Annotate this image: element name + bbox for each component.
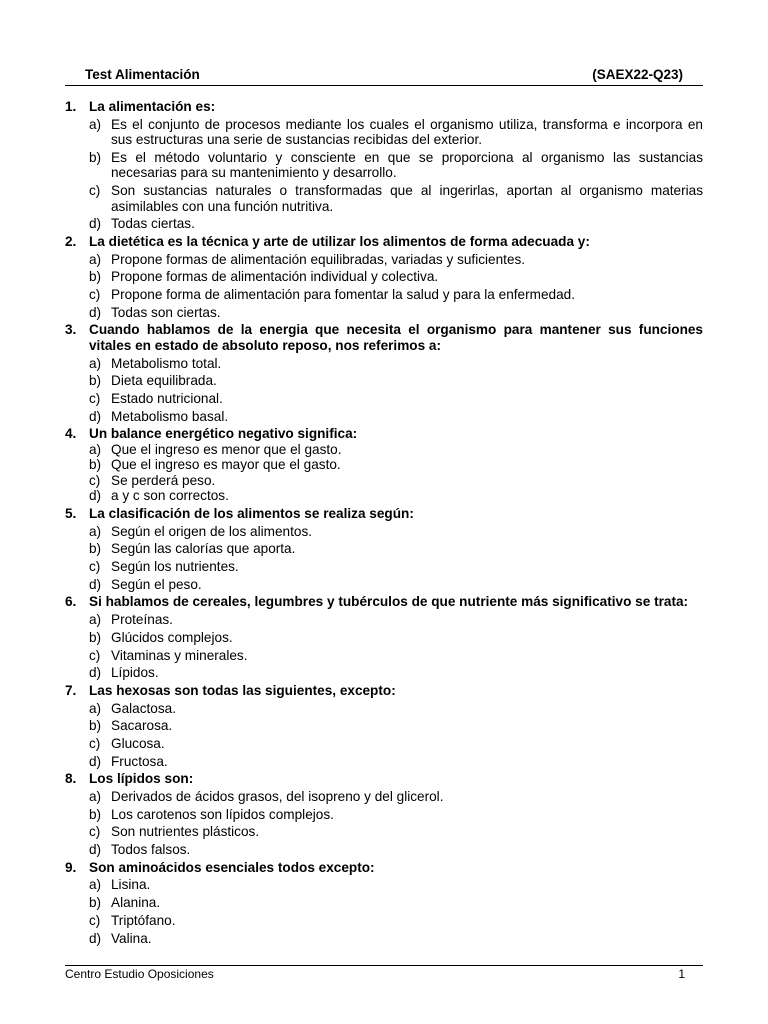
question-2: [65, 234, 703, 250]
option-letter: c): [89, 472, 101, 488]
option-text: Propone formas de alimentación equilibradas, variadas y suficientes.: [111, 251, 526, 267]
option-text: Glúcidos complejos.: [111, 629, 233, 645]
question-5-option-b: [65, 541, 703, 557]
option-text: Metabolismo total.: [111, 355, 222, 371]
option-letter: c): [89, 287, 101, 302]
question-2-option-a: [65, 252, 703, 268]
question-6-option-a: [65, 612, 703, 628]
question-8: [65, 771, 703, 787]
option-text: Según el peso.: [111, 576, 202, 592]
option-letter: b): [89, 457, 102, 473]
option-text: Propone formas de alimentación individual y colectiva.: [111, 269, 439, 285]
option-text: Alanina.: [111, 895, 161, 911]
option-text: Se perderá peso.: [111, 472, 216, 488]
option-text: Lípidos.: [111, 665, 159, 681]
question-text: Cuando hablamos de la energia que necesita el organismo para mantener sus funciones vitales en estado de absoluto reposo, nos referimos a:: [89, 322, 703, 353]
option-letter: d): [89, 753, 102, 769]
document-title: Test Alimentación: [85, 67, 200, 82]
question-number: 3.: [65, 322, 77, 338]
option-text: Lisina.: [111, 877, 151, 893]
option-text: Estado nutricional.: [111, 390, 223, 406]
option-text: Según el origen de los alimentos.: [111, 523, 313, 539]
question-9-option-b: [65, 895, 703, 911]
question-number: 5.: [65, 506, 77, 521]
question-7-option-d: [65, 754, 703, 770]
option-letter: a): [89, 116, 102, 132]
question-2-option-d: [65, 305, 703, 321]
option-text: Dieta equilibrada.: [111, 373, 217, 389]
option-text: Sacarosa.: [111, 718, 173, 734]
option-text: Son nutrientes plásticos.: [111, 824, 260, 840]
question-number: 1.: [65, 99, 77, 114]
question-number: 6.: [65, 594, 77, 610]
option-letter: a): [89, 612, 102, 628]
question-8-option-b: [65, 807, 703, 823]
option-text: Todas ciertas.: [111, 216, 195, 232]
option-text: Galactosa.: [111, 700, 176, 716]
page-footer: [65, 965, 703, 981]
question-7-option-a: [65, 701, 703, 717]
question-5-option-d: [65, 577, 703, 593]
option-letter: d): [89, 842, 102, 858]
question-text: La dietética es la técnica y arte de utilizar los alimentos de forma adecuada y:: [89, 233, 590, 249]
question-6-option-d: [65, 665, 703, 681]
option-text: Son sustancias naturales o transformadas que al ingerirlas, aportan al organismo materias asimilables con una función nutritiva.: [111, 183, 703, 214]
option-letter: b): [89, 541, 102, 557]
option-text: Vitaminas y minerales.: [111, 647, 248, 663]
option-text: a y c son correctos.: [111, 488, 229, 504]
question-7-option-c: [65, 736, 703, 752]
question-text: La alimentación es:: [89, 99, 216, 114]
option-text: Metabolismo basal.: [111, 408, 229, 424]
option-text: Según los nutrientes.: [111, 559, 239, 575]
question-9-option-d: [65, 931, 703, 947]
option-letter: c): [89, 824, 101, 840]
option-letter: b): [89, 806, 102, 822]
question-5-option-c: [65, 559, 703, 575]
question-number: 2.: [65, 233, 77, 249]
option-letter: d): [89, 408, 102, 424]
question-text: Son aminoácidos esenciales todos excepto:: [89, 859, 375, 875]
question-2-option-c: [65, 287, 703, 303]
question-7: [65, 683, 703, 699]
option-letter: b): [89, 718, 102, 734]
option-text: Todas son ciertas.: [111, 304, 221, 320]
question-6: [65, 594, 703, 610]
option-letter: c): [89, 390, 101, 406]
option-letter: d): [89, 216, 102, 232]
option-text: Fructosa.: [111, 753, 168, 769]
option-text: Triptófano.: [111, 912, 176, 928]
question-8-option-c: [65, 824, 703, 840]
question-number: 4.: [65, 426, 77, 442]
option-letter: a): [89, 789, 102, 804]
option-text: Es el método voluntario y consciente en que se proporciona al organismo las sustancias necesarias para su mantenimiento y desarrollo.: [111, 149, 703, 181]
option-text: Glucosa.: [111, 735, 165, 751]
question-1-option-a: [65, 117, 703, 148]
question-7-option-b: [65, 718, 703, 734]
question-3-option-a: [65, 356, 703, 372]
question-text: Un balance energético negativo significa:: [89, 426, 358, 442]
option-letter: a): [89, 700, 102, 716]
question-text: La clasificación de los alimentos se realiza según:: [89, 506, 414, 521]
option-letter: a): [89, 523, 102, 539]
question-3-option-c: [65, 391, 703, 407]
question-5-option-a: [65, 524, 703, 540]
option-letter: d): [89, 304, 102, 320]
question-3-option-d: [65, 409, 703, 425]
option-letter: a): [89, 251, 102, 267]
question-4-option-b: [65, 457, 703, 473]
option-letter: d): [89, 665, 102, 681]
option-letter: b): [89, 149, 102, 165]
question-4-option-c: [65, 473, 703, 489]
option-letter: c): [89, 647, 101, 663]
question-1-option-c: [65, 183, 703, 214]
option-letter: a): [89, 355, 102, 371]
option-text: Que el ingreso es menor que el gasto.: [111, 441, 342, 457]
option-text: Según las calorías que aporta.: [111, 541, 296, 557]
option-letter: c): [89, 912, 101, 928]
question-3: [65, 322, 703, 353]
option-letter: b): [89, 895, 102, 911]
option-text: Proteínas.: [111, 612, 173, 628]
question-1-option-d: [65, 216, 703, 232]
option-letter: a): [89, 441, 102, 457]
question-text: Si hablamos de cereales, legumbres y tubérculos de que nutriente más significativo se trata:: [89, 594, 689, 610]
question-4-option-a: [65, 442, 703, 458]
option-text: Valina.: [111, 930, 152, 946]
question-4-option-d: [65, 488, 703, 504]
question-5: [65, 506, 703, 522]
option-letter: c): [89, 183, 101, 199]
question-8-option-d: [65, 842, 703, 858]
option-letter: c): [89, 559, 101, 575]
option-letter: d): [89, 930, 102, 946]
option-text: Los carotenos son lípidos complejos.: [111, 806, 334, 822]
question-number: 8.: [65, 771, 77, 787]
question-1: [65, 99, 703, 115]
question-4-options: [65, 442, 703, 504]
option-letter: b): [89, 269, 102, 285]
footer-center-name: Centro Estudio Oposiciones: [65, 967, 214, 981]
option-text: Es el conjunto de procesos mediante los cuales el organismo utiliza, transforma e incorpora en sus estructuras una serie de sustancias recibidas del exterior.: [111, 116, 703, 148]
question-9-option-a: [65, 877, 703, 893]
option-text: Que el ingreso es mayor que el gasto.: [111, 457, 341, 473]
option-letter: c): [89, 735, 101, 751]
option-letter: a): [89, 877, 102, 893]
question-8-option-a: [65, 789, 703, 805]
question-9-option-c: [65, 913, 703, 929]
question-4: [65, 426, 703, 442]
page-header: [65, 67, 703, 86]
option-text: Propone forma de alimentación para fomentar la salud y para la enfermedad.: [111, 287, 575, 302]
question-9: [65, 860, 703, 876]
question-3-option-b: [65, 373, 703, 389]
question-text: Las hexosas son todas las siguientes, excepto:: [89, 682, 396, 698]
option-letter: b): [89, 373, 102, 389]
option-text: Todos falsos.: [111, 842, 191, 858]
question-2-option-b: [65, 269, 703, 285]
question-number: 7.: [65, 682, 77, 698]
question-number: 9.: [65, 859, 77, 875]
question-list: [65, 99, 703, 946]
page-number: 1: [678, 967, 685, 981]
question-text: Los lípidos son:: [89, 771, 194, 787]
option-letter: b): [89, 629, 102, 645]
document-code: (SAEX22-Q23): [592, 67, 683, 82]
option-text: Derivados de ácidos grasos, del isopreno y del glicerol.: [111, 789, 444, 804]
question-6-option-c: [65, 648, 703, 664]
question-6-option-b: [65, 630, 703, 646]
option-letter: d): [89, 576, 102, 592]
question-1-option-b: [65, 150, 703, 181]
option-letter: d): [89, 488, 102, 504]
